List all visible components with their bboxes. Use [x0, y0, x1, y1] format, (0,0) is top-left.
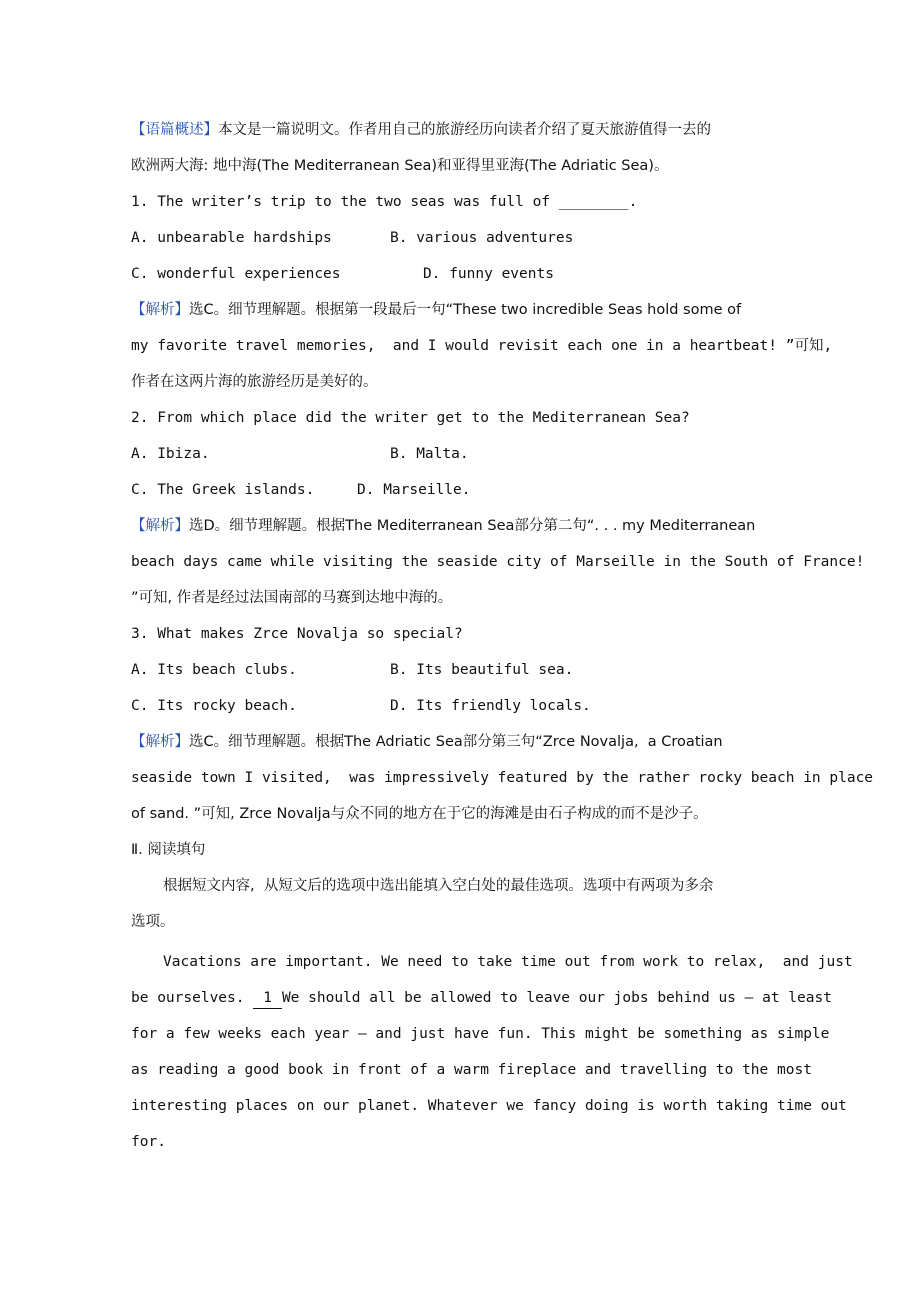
q2-analysis-line-1 — [131, 516, 755, 536]
q1-option-a: A. unbearable hardships — [131, 230, 332, 246]
overview-text-1: 本文是一篇说明文。作者用自己的旅游经历向读者介绍了夏天旅游值得一去的 — [218, 122, 711, 138]
overview-tag: 【语篇概述】 — [131, 122, 218, 138]
q3-analysis-tag: 【解析】 — [131, 734, 189, 750]
q3-option-a: A. Its beach clubs. — [131, 662, 297, 678]
q2-analysis-text-1: 选D。细节理解题。根据The Mediterranean Sea部分第二句“. . . my Mediterranean — [189, 518, 756, 534]
passage-line-2-pre: be ourselves. — [131, 990, 254, 1006]
passage-line-1: Vacations are important. We need to take time out from work to relax, and just — [163, 954, 853, 970]
question-2-stem: 2. From which place did the writer get to the Mediterranean Sea? — [131, 410, 690, 426]
passage-line-6: for. — [131, 1134, 166, 1150]
q2-option-c: C. The Greek islands. — [131, 482, 315, 498]
q3-option-d: D. Its friendly locals. — [390, 698, 591, 714]
question-3-stem: 3. What makes Zrce Novalja so special? — [131, 626, 463, 642]
q1-option-d: D. funny events — [423, 266, 554, 282]
overview-line-1 — [131, 120, 711, 140]
q1-analysis-line-3: 作者在这两片海的旅游经历是美好的。 — [131, 374, 378, 390]
blank-1[interactable]: 1 — [253, 988, 282, 1009]
q2-analysis-line-2: beach days came while visiting the seaside city of Marseille in the South of France! — [131, 554, 865, 570]
passage-line-4: as reading a good book in front of a warm fireplace and travelling to the most — [131, 1062, 812, 1078]
passage-line-2-post: We should all be allowed to leave our jobs behind us — at least — [281, 990, 832, 1006]
q2-option-d: D. Marseille. — [357, 482, 471, 498]
section-2-title: Ⅱ. 阅读填句 — [131, 842, 206, 858]
q1-option-c: C. wonderful experiences — [131, 266, 341, 282]
q3-analysis-line-1 — [131, 732, 723, 752]
q1-option-b: B. various adventures — [390, 230, 574, 246]
q1-analysis-tag: 【解析】 — [131, 302, 189, 318]
q2-option-a: A. Ibiza. — [131, 446, 210, 462]
q1-analysis-line-2: my favorite travel memories, and I would revisit each one in a heartbeat! ”可知, — [131, 338, 833, 354]
section-2-instruction-1: 根据短文内容, 从短文后的选项中选出能填入空白处的最佳选项。选项中有两项为多余 — [163, 878, 714, 894]
passage-line-5: interesting places on our planet. Whatever we fancy doing is worth taking time out — [131, 1098, 847, 1114]
q1-analysis-line-1 — [131, 300, 741, 320]
q3-option-c: C. Its rocky beach. — [131, 698, 297, 714]
q2-analysis-line-3: ”可知, 作者是经过法国南部的马赛到达地中海的。 — [131, 590, 453, 606]
passage-line-3: for a few weeks each year — and just have fun. This might be something as simple — [131, 1026, 830, 1042]
q3-analysis-text-1: 选C。细节理解题。根据The Adriatic Sea部分第三句“Zrce Novalja, a Croatian — [189, 734, 723, 750]
question-1-stem: 1. The writer’s trip to the two seas was full of ________. — [131, 194, 638, 210]
passage-line-2 — [131, 988, 832, 1009]
q2-option-b: B. Malta. — [390, 446, 469, 462]
section-2-instruction-2: 选项。 — [131, 914, 175, 930]
q3-option-b: B. Its beautiful sea. — [390, 662, 574, 678]
q2-analysis-tag: 【解析】 — [131, 518, 189, 534]
q3-analysis-line-3: of sand. ”可知, Zrce Novalja与众不同的地方在于它的海滩是由石子构成的而不是沙子。 — [131, 806, 708, 822]
overview-line-2: 欧洲两大海: 地中海(The Mediterranean Sea)和亚得里亚海(The Adriatic Sea)。 — [131, 158, 669, 174]
q3-analysis-line-2: seaside town I visited, was impressively featured by the rather rocky beach in place — [131, 770, 874, 786]
q1-analysis-text-1: 选C。细节理解题。根据第一段最后一句“These two incredible Seas hold some of — [189, 302, 742, 318]
